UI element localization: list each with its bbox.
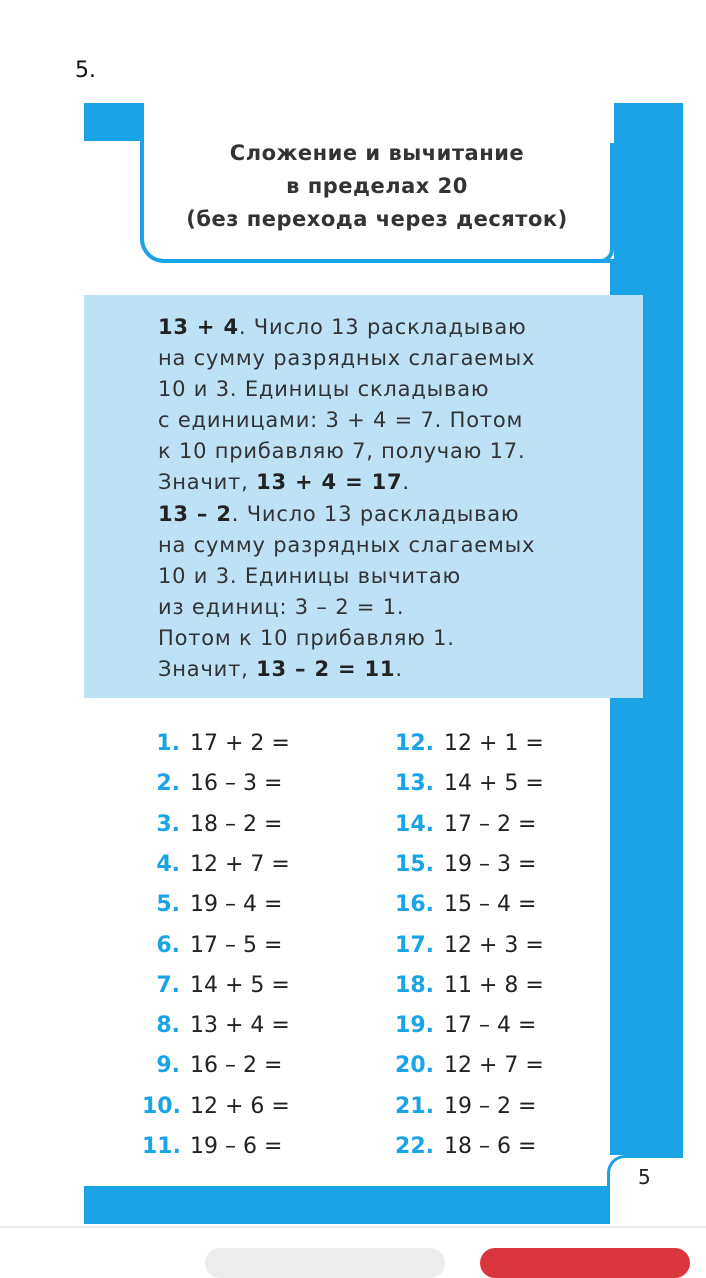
- frame-bar-top-left: [84, 103, 148, 141]
- exercise-expression: 12 + 3 =: [444, 932, 544, 958]
- rule-line: 10 и 3. Единицы вычитаю: [158, 564, 461, 588]
- rule-line: с единицами: 3 + 4 = 7. Потом: [158, 408, 524, 432]
- bottom-primary-button[interactable]: [480, 1248, 690, 1278]
- exercise-expression: 11 + 8 =: [444, 972, 544, 998]
- exercise-number: 19.: [395, 1013, 434, 1039]
- exercise-item: [142, 892, 282, 917]
- exercise-expression: 19 – 3 =: [444, 851, 537, 877]
- exercise-expression: 17 – 2 =: [444, 811, 537, 837]
- rule-text: Значит,: [158, 470, 257, 494]
- title-line-3: (без перехода через десяток): [186, 207, 568, 231]
- exercise-item: [388, 1134, 536, 1159]
- exercise-item: [388, 933, 544, 958]
- rule-line: [158, 657, 403, 681]
- exercise-item: [142, 771, 282, 796]
- exercise-item: [142, 973, 290, 998]
- rule-example-sub: 13 – 2: [158, 502, 232, 526]
- exercise-number: 11.: [142, 1134, 181, 1159]
- rule-text: Значит,: [158, 657, 257, 681]
- exercise-expression: 16 – 3 =: [190, 771, 283, 797]
- exercise-number: 17.: [395, 932, 434, 958]
- rule-line: на сумму разрядных слагаемых: [158, 346, 536, 370]
- exercise-item: [388, 852, 536, 877]
- exercise-item: [142, 812, 282, 837]
- rule-line: Потом к 10 прибавляю 1.: [158, 626, 455, 650]
- exercise-number: 5.: [156, 892, 180, 918]
- exercise-item: [142, 1013, 290, 1038]
- exercise-item: [142, 731, 290, 756]
- exercise-item: [388, 1094, 536, 1119]
- exercise-item: [142, 933, 282, 958]
- exercise-item: [388, 812, 536, 837]
- exercise-number: 18.: [395, 972, 434, 998]
- rule-line: на сумму разрядных слагаемых: [158, 533, 536, 557]
- exercise-number: 15.: [395, 851, 434, 877]
- exercise-number: 22.: [395, 1134, 434, 1159]
- rule-result-add: 13 + 4 = 17: [256, 470, 403, 494]
- rule-example-add: 13 + 4: [158, 315, 239, 339]
- exercise-expression: 12 + 6 =: [190, 1093, 290, 1119]
- exercise-number: 2.: [156, 771, 180, 797]
- exercise-number: 16.: [395, 892, 434, 918]
- exercise-number: 9.: [156, 1053, 180, 1079]
- exercise-expression: 17 – 4 =: [444, 1013, 537, 1039]
- exercise-expression: 12 + 7 =: [190, 851, 290, 877]
- exercise-item: [388, 771, 544, 796]
- exercise-number: 1.: [156, 731, 180, 756]
- exercise-expression: 19 – 2 =: [444, 1093, 537, 1119]
- rule-line: [158, 315, 527, 339]
- rule-text: .: [395, 657, 403, 681]
- exercise-item: [388, 973, 544, 998]
- exercise-expression: 19 – 6 =: [190, 1134, 283, 1159]
- bottom-divider: [0, 1226, 706, 1228]
- exercise-number: 7.: [156, 972, 180, 998]
- exercise-item: [142, 1134, 282, 1159]
- exercise-number: 13.: [395, 771, 434, 797]
- rule-text: .: [402, 470, 410, 494]
- exercise-number: 3.: [156, 811, 180, 837]
- exercise-number: 12.: [395, 731, 434, 756]
- exercise-expression: 13 + 4 =: [190, 1013, 290, 1039]
- page-number: 5: [638, 1165, 651, 1189]
- frame-bar-bottom: [84, 1186, 611, 1224]
- exercise-item: [388, 892, 536, 917]
- exercise-number: 14.: [395, 811, 434, 837]
- exercise-item: [142, 852, 290, 877]
- exercise-number: 4.: [156, 851, 180, 877]
- exercise-expression: 14 + 5 =: [444, 771, 544, 797]
- exercise-item: [142, 1094, 290, 1119]
- rule-line: к 10 прибавляю 7, получаю 17.: [158, 439, 526, 463]
- exercise-expression: 14 + 5 =: [190, 972, 290, 998]
- exercise-number: 8.: [156, 1013, 180, 1039]
- title-line-1: Сложение и вычитание: [229, 141, 525, 165]
- task-number: 5.: [75, 58, 96, 83]
- rule-line: 10 и 3. Единицы складываю: [158, 377, 490, 401]
- exercise-expression: 17 – 5 =: [190, 932, 283, 958]
- exercise-number: 21.: [395, 1093, 434, 1119]
- rule-line: [158, 470, 410, 494]
- exercise-number: 6.: [156, 932, 180, 958]
- title-line-2: в пределах 20: [286, 174, 468, 198]
- exercise-expression: 16 – 2 =: [190, 1053, 283, 1079]
- exercise-item: [388, 731, 544, 756]
- exercise-item: [388, 1013, 536, 1038]
- exercise-expression: 12 + 1 =: [444, 731, 544, 756]
- exercise-expression: 18 – 6 =: [444, 1134, 537, 1159]
- rule-line: [158, 502, 519, 526]
- exercise-item: [142, 1053, 282, 1078]
- bottom-secondary-button[interactable]: [205, 1248, 445, 1278]
- exercise-expression: 17 + 2 =: [190, 731, 290, 756]
- rule-text: . Число 13 раскладываю: [238, 315, 527, 339]
- exercise-expression: 18 – 2 =: [190, 811, 283, 837]
- rule-text: . Число 13 раскладываю: [231, 502, 520, 526]
- exercise-number: 10.: [142, 1093, 181, 1119]
- rule-result-sub: 13 – 2 = 11: [256, 657, 396, 681]
- exercise-item: [388, 1053, 544, 1078]
- exercise-expression: 12 + 7 =: [444, 1053, 544, 1079]
- rule-line: из единиц: 3 – 2 = 1.: [158, 595, 405, 619]
- exercise-number: 20.: [395, 1053, 434, 1079]
- exercise-expression: 15 – 4 =: [444, 892, 537, 918]
- exercise-expression: 19 – 4 =: [190, 892, 283, 918]
